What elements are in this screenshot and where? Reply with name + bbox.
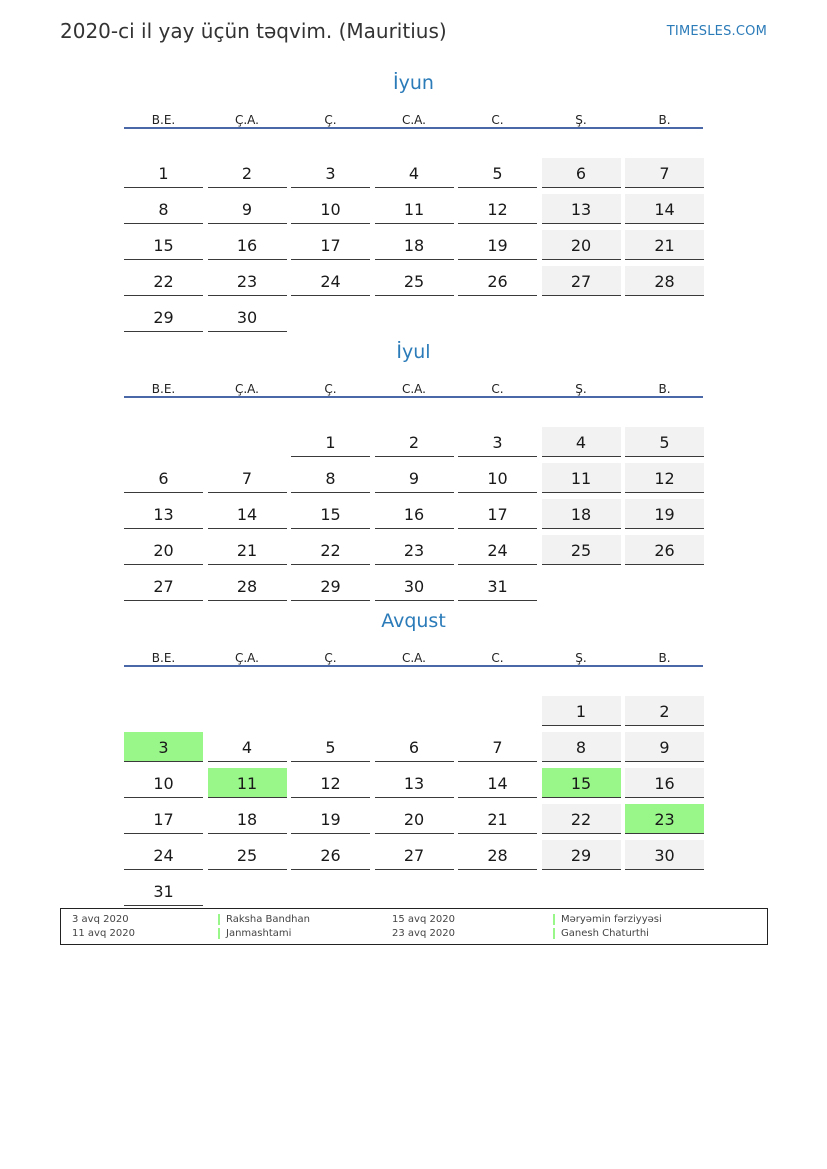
day-cell: 31	[458, 571, 537, 601]
day-cell: 15	[542, 768, 621, 798]
day-cell: 24	[291, 266, 370, 296]
day-cell: 15	[124, 230, 203, 260]
day-cell: 7	[458, 732, 537, 762]
day-cell: 17	[458, 499, 537, 529]
day-cell: 5	[458, 158, 537, 188]
legend-date: 15 avq 2020	[392, 914, 455, 925]
day-cell: 21	[208, 535, 287, 565]
day-cell: 28	[458, 840, 537, 870]
day-cell: 3	[291, 158, 370, 188]
holiday-marker-icon	[553, 928, 555, 939]
day-cell: 9	[208, 194, 287, 224]
day-cell: 7	[625, 158, 704, 188]
day-cell: 12	[291, 768, 370, 798]
day-cell: 10	[458, 463, 537, 493]
day-cell: 1	[124, 158, 203, 188]
header-divider	[124, 665, 703, 667]
day-cell: 9	[375, 463, 454, 493]
weekday-header: C.	[491, 113, 504, 127]
day-cell: 10	[124, 768, 203, 798]
day-cell: 24	[124, 840, 203, 870]
day-cell: 18	[208, 804, 287, 834]
weekday-header: Ç.	[324, 651, 337, 665]
month-title: İyun	[393, 72, 434, 94]
day-cell: 17	[124, 804, 203, 834]
day-cell: 2	[625, 696, 704, 726]
day-cell: 13	[375, 768, 454, 798]
day-cell: 7	[208, 463, 287, 493]
day-cell: 16	[208, 230, 287, 260]
weekday-header: Ş.	[575, 113, 587, 127]
day-cell: 21	[458, 804, 537, 834]
day-cell: 26	[458, 266, 537, 296]
weekday-header: B.	[658, 651, 671, 665]
day-cell: 27	[542, 266, 621, 296]
weekday-header: B.	[658, 113, 671, 127]
legend-holiday-name: Raksha Bandhan	[226, 914, 310, 925]
month-title: İyul	[396, 341, 431, 363]
day-cell: 2	[208, 158, 287, 188]
day-cell: 30	[625, 840, 704, 870]
page-title: 2020-ci il yay üçün təqvim. (Mauritius)	[60, 19, 447, 43]
day-cell: 27	[124, 571, 203, 601]
day-cell: 13	[124, 499, 203, 529]
legend-date: 3 avq 2020	[72, 914, 129, 925]
day-cell: 10	[291, 194, 370, 224]
day-cell: 14	[458, 768, 537, 798]
weekday-header: B.E.	[151, 651, 176, 665]
day-cell: 2	[375, 427, 454, 457]
day-cell: 21	[625, 230, 704, 260]
day-cell: 22	[124, 266, 203, 296]
holiday-marker-icon	[553, 914, 555, 925]
day-cell: 11	[375, 194, 454, 224]
weekday-header: Ç.A.	[234, 382, 259, 396]
legend-holiday-name: Janmashtami	[226, 928, 292, 939]
day-cell: 6	[124, 463, 203, 493]
day-cell: 24	[458, 535, 537, 565]
weekday-header: B.E.	[151, 382, 176, 396]
day-cell: 16	[375, 499, 454, 529]
weekday-header: C.	[491, 651, 504, 665]
weekday-header: C.A.	[401, 113, 426, 127]
day-cell: 18	[542, 499, 621, 529]
legend-holiday-name: Ganesh Chaturthi	[561, 928, 649, 939]
day-cell: 4	[542, 427, 621, 457]
day-cell: 6	[375, 732, 454, 762]
weekday-header: Ş.	[575, 651, 587, 665]
weekday-header: Ç.	[324, 113, 337, 127]
day-cell: 3	[124, 732, 203, 762]
legend-date: 23 avq 2020	[392, 928, 455, 939]
legend-holiday-name: Məryəmin fərziyyəsi	[561, 914, 662, 925]
weekday-header: C.	[491, 382, 504, 396]
day-cell: 27	[375, 840, 454, 870]
weekday-header: C.A.	[401, 651, 426, 665]
weekday-header: Ç.A.	[234, 113, 259, 127]
day-cell: 1	[542, 696, 621, 726]
day-cell: 3	[458, 427, 537, 457]
day-cell: 12	[458, 194, 537, 224]
day-cell: 25	[208, 840, 287, 870]
day-cell: 15	[291, 499, 370, 529]
weekday-header: Ç.	[324, 382, 337, 396]
day-cell: 23	[208, 266, 287, 296]
weekday-header: C.A.	[401, 382, 426, 396]
day-cell: 28	[625, 266, 704, 296]
brand-link[interactable]: TIMESLES.COM	[666, 24, 767, 39]
day-cell: 4	[375, 158, 454, 188]
day-cell: 14	[208, 499, 287, 529]
header-divider	[124, 127, 703, 129]
day-cell: 19	[291, 804, 370, 834]
day-cell: 25	[375, 266, 454, 296]
header-divider	[124, 396, 703, 398]
weekday-header: B.	[658, 382, 671, 396]
legend-date: 11 avq 2020	[72, 928, 135, 939]
day-cell: 26	[291, 840, 370, 870]
day-cell: 11	[542, 463, 621, 493]
day-cell: 28	[208, 571, 287, 601]
day-cell: 11	[208, 768, 287, 798]
month-title: Avqust	[381, 610, 446, 632]
day-cell: 20	[124, 535, 203, 565]
holiday-legend	[60, 908, 768, 945]
day-cell: 26	[625, 535, 704, 565]
day-cell: 12	[625, 463, 704, 493]
weekday-header: Ş.	[575, 382, 587, 396]
day-cell: 20	[375, 804, 454, 834]
day-cell: 25	[542, 535, 621, 565]
day-cell: 14	[625, 194, 704, 224]
day-cell: 19	[625, 499, 704, 529]
day-cell: 29	[542, 840, 621, 870]
day-cell: 8	[542, 732, 621, 762]
day-cell: 30	[208, 302, 287, 332]
day-cell: 22	[542, 804, 621, 834]
day-cell: 8	[291, 463, 370, 493]
day-cell: 23	[375, 535, 454, 565]
day-cell: 29	[291, 571, 370, 601]
day-cell: 13	[542, 194, 621, 224]
day-cell: 19	[458, 230, 537, 260]
day-cell: 29	[124, 302, 203, 332]
day-cell: 18	[375, 230, 454, 260]
day-cell: 6	[542, 158, 621, 188]
day-cell: 23	[625, 804, 704, 834]
holiday-marker-icon	[218, 914, 220, 925]
day-cell: 17	[291, 230, 370, 260]
day-cell: 22	[291, 535, 370, 565]
day-cell: 9	[625, 732, 704, 762]
weekday-header: B.E.	[151, 113, 176, 127]
day-cell: 31	[124, 876, 203, 906]
day-cell: 20	[542, 230, 621, 260]
day-cell: 8	[124, 194, 203, 224]
day-cell: 5	[291, 732, 370, 762]
weekday-header: Ç.A.	[234, 651, 259, 665]
day-cell: 5	[625, 427, 704, 457]
holiday-marker-icon	[218, 928, 220, 939]
day-cell: 1	[291, 427, 370, 457]
day-cell: 30	[375, 571, 454, 601]
day-cell: 16	[625, 768, 704, 798]
day-cell: 4	[208, 732, 287, 762]
